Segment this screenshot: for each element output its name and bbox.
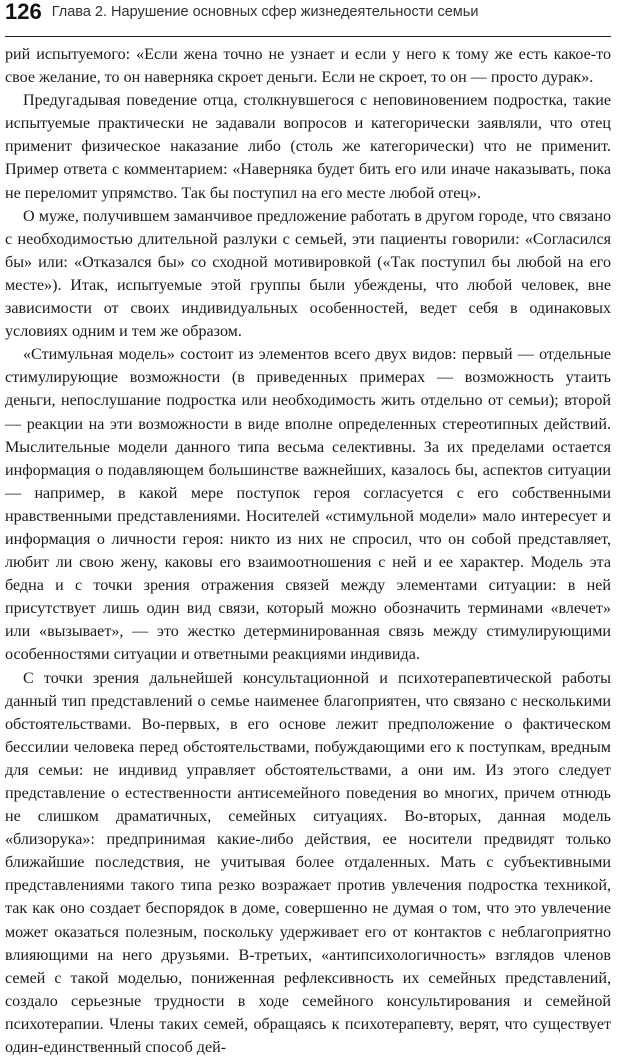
paragraph: Предугадывая поведение отца, столкнувшегося с неповиновением подростка, такие испытуемые практически не задавали вопросов и категорически заявляли, что отец применит физическое наказание либо (столь же категорически) что не применит. Пример ответа с комментарием: «Наверняка будет бить его или иначе наказывать, пока не переломит упрямство. Так бы поступил на его месте любой отец». bbox=[5, 92, 611, 202]
running-head: Глава 2. Нарушение основных сфер жизнедеятельности семьи bbox=[51, 4, 479, 20]
page-number: 126 bbox=[5, 0, 42, 24]
body-text bbox=[5, 43, 611, 1059]
page-header bbox=[5, 0, 611, 37]
paragraph: С точки зрения дальнейшей консультационной и психотерапевтической работы данный тип представлений о семье наименее благоприятен, что связано с несколькими обстоятельствами. Во-первых, в его основе лежит предположение о фактическом бессилии человека перед обстоятельствами, побуждающими его к поступкам, вредным для семьи: не индивид управляет обстоятельствами, а они им. Из этого следует представление о естественности антисемейного поведения во многих, причем отнюдь не слишком драматичных, семейных ситуациях. Во-вторых, данная модель «близорука»: предпринимая какие-либо действия, ее носители предвидят только ближайшие последствия, не учитывая более отдаленных. Мать с субъективными представлениями такого типа резко возражает против увлечения подростка техникой, так как оно создает беспорядок в доме, совершенно не думая о том, что это увлечение может оказаться полезным, поскольку удерживает его от контактов с неблагоприятно влияющими на него друзьями. В-третьих, «антипсихологичность» взглядов членов семей с такой моделью, пониженная рефлексивность их семейных представлений, создало серьезные трудности в ходе семейного консультирования и семейной психотерапии. Члены таких семей, обращаясь к психотерапевту, верят, что существует один-единственный способ дей- bbox=[5, 669, 611, 1057]
paragraph: «Стимульная модель» состоит из элементов всего двух видов: первый — отдельные стимулирующие возможности (в приведенных примерах — возможность утаить деньги, непослушание подростка или необходимость жить отдельно от семьи); второй — реакции на эти возможности в виде вполне определенных стереотипных действий. Мыслительные модели данного типа весьма селективны. За их пределами остается информация о подавляющем большинстве важнейших, казалось бы, аспектов ситуации — например, в какой мере поступок героя согласуется с его собственными нравственными представлениями. Носителей «стимульной модели» мало интересует и информация о личности героя: никто из них не спросил, что он собой представляет, любит ли свою жену, каковы его взаимоотношения с ней и ее характер. Модель эта бедна и с точки зрения отражения связей между элементами ситуации: в ней присутствует лишь один вид связи, который можно обозначить терминами «влечет» или «вызывает», — это жестко детерминированная связь между стимулирующими особенностями ситуации и ответными реакциями индивида. bbox=[5, 346, 611, 664]
paragraph-continued: рий испытуемого: «Если жена точно не узнает и если у него к тому же есть какое-то свое желание, то он наверняка скроет деньги. Если не скроет, то он — просто дурак». bbox=[5, 46, 611, 87]
paragraph: О муже, получившем заманчивое предложение работать в другом городе, что связано с необходимостью длительной разлуки с семьей, эти пациенты говорили: «Согласился бы» или: «Отказался бы» со сходной мотивировкой («Так поступил бы любой на его месте»). Итак, испытуемые этой группы были убеждены, что любой человек, вне зависимости от своих индивидуальных особенностей, ведет себя в одинаковых условиях одним и тем же образом. bbox=[5, 207, 611, 341]
